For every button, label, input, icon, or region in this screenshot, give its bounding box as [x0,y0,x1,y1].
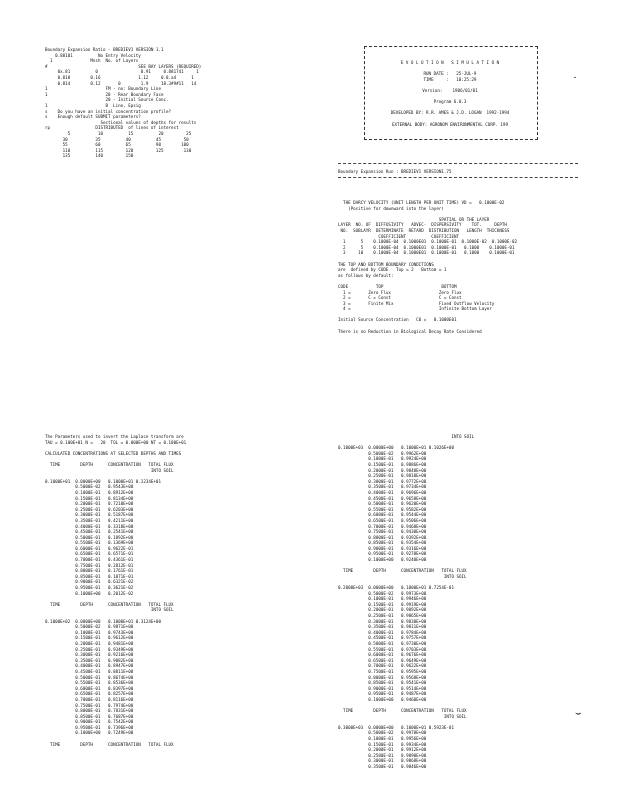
text-line: 0.7500E-01 0.2812E-01 [45,562,134,568]
text-line: 0.7000E-01 0.9622E+00 [338,663,427,669]
text-line: s Do you have an initial concentration profile? [45,108,172,114]
text-line: 110 115 120 125 130 [45,147,192,153]
text-line: INTO SOIL [45,467,174,473]
text-line: TIME : 10:25:29 [423,76,477,82]
text-line: 0.9000E-01 0.6321E-02 [45,579,134,585]
text-line: 3 = Finite Mix Fixed Outflow Velocity [338,300,495,306]
text-line: 0.5000E-02 0.9962E+00 [338,450,427,456]
text-line: 0.6500E-01 0.9506E+00 [338,517,427,523]
text-line: 0.5500E-01 0.8536E+00 [45,680,134,686]
text-line: 0.6000E-01 0.9676E+00 [338,652,427,658]
parameters-block [338,200,517,334]
text-line: 0.4000E-01 0.3318E+00 [45,523,134,529]
text-line: 0.1000E+00 0.2012E-02 [45,590,134,596]
text-line: 0.3500E-01 0.9846E+00 [338,764,427,770]
text-line: 4 = Infinite Bottom Layer [338,306,492,312]
text-line: 0.6500E-01 0.8257E+00 [45,691,134,697]
text-line: 1 5 0.1000E-04 0.1000E01 0.1000E-01 0.1000E-02 0.1000E-02 [338,239,517,245]
scan-mark: ⌣ [575,708,582,719]
text-line: 0.4500E-01 0.9757E+00 [338,635,427,641]
text-line: 0.5000E-01 0.9730E+00 [338,640,427,646]
text-line: Boundary Expansion Ratio - BREDIEV1 VERSION 1.1 [45,47,164,52]
text-line: CALCULATED CONCENTRATIONS AT SELECTED DEPTHS AND TIMES [45,450,182,456]
text-line: 0.3500E-01 0.9811E+00 [338,624,427,630]
text-line: 0.818 0.16 1.12 0.8.a4 1 [45,74,194,80]
text-line: EXTERNAL BODY: AGRONOM ENVIRONMENTAL CORP. 199 [392,121,508,127]
text-line: 0.4500E-01 0.8811E+00 [45,668,134,674]
text-line: 0.6000E-01 0.9544E+00 [338,512,427,518]
text-line: 0.3000E+03 0.0000E+00 0.1000E+01 0.5923E-01 [338,724,454,730]
program-title-text [370,60,530,127]
section-divider [338,163,578,164]
text-line: INTO SOIL [338,573,467,579]
text-line: 0.1000E-01 0.9946E+00 [338,596,427,602]
text-line: 0.2000E-01 0.9848E+00 [338,467,427,473]
text-line: NO. SUBLAYR DETERMINATE RETARD DISTRIBUTION LENGTH THICKNESS [338,227,510,233]
text-line: 0.88101 No Entry Velocity [45,52,141,58]
text-line: TIME DEPTH CONCENTRATION TOTAL FLUX [45,461,174,467]
text-line: 0.8000E-01 0.1761E-01 [45,568,134,574]
text-line: 0.5000E-02 0.9973E+00 [338,590,427,596]
text-line: 0.6000E-01 0.8397E+00 [45,685,134,691]
text-line: as follows by default: [338,272,394,278]
text-line: 0.3000E-01 0.9868E+00 [338,758,427,764]
text-line: 0.1500E-01 0.9934E+00 [338,741,427,747]
text-line: 1 = Zero Flux Zero Flux [338,289,462,295]
text-line: 0.5000E-01 0.8674E+00 [45,674,134,680]
text-line: RUN DATE : 25-JUL-9 [423,71,477,77]
text-line: rp DISTRIBUTED of lines of interest [45,125,179,131]
text-line: 0.7000E-01 0.4361E-01 [45,557,134,563]
text-line: INTO SOIL [338,434,475,439]
text-line: 0.5000E-01 0.9620E+00 [338,501,427,507]
text-line: 0.2000E-01 0.9481E+00 [45,640,134,646]
text-line: 0.3000E-01 0.9838E+00 [338,618,427,624]
text-line: 0.5500E-01 0.9703E+00 [338,646,427,652]
text-line: 0.2000E-01 0.7210E+00 [45,501,134,507]
text-line: 0.1000E-01 0.9956E+00 [338,736,427,742]
text-line: # SEE BAY LAYERS (REQUIRED) [45,63,202,69]
text-line: 0.5000E-02 0.9978E+00 [338,730,427,736]
text-line: 0x.81 0 0.91 0.881741 1 [45,69,199,75]
text-line: 0.2000E-01 0.9892E+00 [338,607,427,613]
text-line: 0.5000E-01 0.1892E+00 [45,534,134,540]
text-line: 0.9000E-01 0.9316E+00 [338,545,427,551]
text-line: 0.8500E-01 0.9541E+00 [338,680,427,686]
text-line: 0.2500E-01 0.9865E+00 [338,613,427,618]
text-line: 0.8500E-01 0.7687E+00 [45,713,134,719]
text-line: s Enough default SUBMIT parameters? [45,114,141,120]
text-line: 0.4000E-01 0.9696E+00 [338,489,427,495]
text-line: DEVELOPED BY: R.R. AMES & J.D. LOGAN 1992-1994 [390,110,510,116]
text-line: 0.3000E-01 0.9772E+00 [338,478,427,484]
results-block-left [45,434,186,747]
text-line: 30 35 40 45 50 [45,136,189,142]
text-line: Initial Source Concentration C0 = 0.1000E01 [338,317,457,323]
text-line: 0.2000E-01 0.9912E+00 [338,747,427,753]
scan-mark: ˗ [572,72,579,83]
text-line: 0.9500E-01 0.9278E+00 [338,551,427,557]
text-line: COEFFICIENT COEFFICIENT [338,233,460,239]
text-line: THE TOP AND BOTTOM BOUNDARY CONDITIONS [338,261,434,267]
text-line: 0.1000E+02 0.0000E+00 0.1000E+01 0.3124E+00 [45,618,161,624]
text-line: TIME DEPTH CONCENTRATION TOTAL FLUX [338,568,467,574]
text-line: 0.2000E+03 0.0000E+00 0.1000E+01 0.7254E-01 [338,585,454,591]
text-line: 0.4500E-01 0.2541E+00 [45,529,134,535]
text-line: 0.2500E-01 0.9890E+00 [338,752,427,758]
text-line: 0.9500E-01 0.7396E+00 [45,724,134,730]
text-line: E V O L U T I O N S I M U L A T I O N [400,60,500,65]
text-line: 2 = C = Const C = Const [338,295,462,301]
text-line: 0.5500E-01 0.1369E+00 [45,540,134,546]
text-line: 0.1000E-01 0.8912E+00 [45,489,134,495]
text-line: 0.5500E-01 0.9582E+00 [338,506,427,512]
text-line: 0.1500E-01 0.9919E+00 [338,601,427,607]
text-line: 0.7500E-01 0.9595E+00 [338,668,427,674]
text-line: 55 60 65 90 100 [45,142,189,148]
text-line: 1 20 - Rear Boundary Face [45,91,164,97]
text-line: 0.4000E-01 0.9784E+00 [338,629,427,635]
text-line: 0.2500E-01 0.6203E+00 [45,506,134,512]
run-header: Boundary Expansion Run : BREDIEV1 VERSION1.75 [338,169,452,174]
text-line: 0.1000E+01 0.0000E+00 0.1000E+01 0.1234E+01 [45,478,161,484]
text-line: Sectional values of depths for results [45,119,197,125]
results-block-right [338,434,474,770]
text-line: TIME DEPTH CONCENTRATION TOTAL FLUX [338,708,467,714]
text-line: 0.8500E-01 0.1071E-01 [45,573,134,579]
text-line: 0.1500E-01 0.8134E+00 [45,495,134,501]
text-line: LAYER NO. OF DIFFUSIVITY ADVEC- DISPERSIVITY TOT. DEPTH [338,222,507,228]
text-line: 0.1500E-01 0.9886E+00 [338,461,427,467]
text-line: 0.6500E-01 0.6571E-01 [45,551,134,557]
text-line: INTO SOIL [338,713,467,719]
text-line: 1 FM - no: Boundary Line [45,86,161,92]
text-line: 0.9500E-01 0.3621E-02 [45,585,134,591]
text-line: 0.3000E-01 0.5187E+00 [45,512,134,518]
text-line: Program 6.0.3 [433,99,467,105]
text-line: 0.8000E-01 0.9568E+00 [338,674,427,680]
text-line: INTO SOIL [45,607,174,613]
text-line: 0.3000E-01 0.9216E+00 [45,652,134,658]
text-line: 3 10 0.1000E-04 0.1000E01 0.1000E-01 0.1000 0.1000E-01 [338,250,515,256]
text-line: TIME DEPTH CONCENTRATION TOTAL FLUX [45,601,174,607]
text-line: 0.7500E-01 0.9430E+00 [338,529,427,535]
text-line: 0.814 0.12 0 1.9 18.3#9#11 14 [45,80,197,86]
text-line: 0.1000E+00 0.9460E+00 [338,696,427,702]
text-line: 0.8500E-01 0.9354E+00 [338,540,427,546]
text-line: THE DARCY VELOCITY (UNIT LENGTH PER UNIT TIME) VD = 0.1000E-02 [338,200,505,205]
text-line: 1 Mnsh No. of Layers [45,58,139,64]
text-line: TIME DEPTH CONCENTRATION TOTAL FLUX [45,741,174,747]
text-line: 0.7000E-01 0.9468E+00 [338,523,427,529]
text-line: 0.3500E-01 0.9082E+00 [45,657,134,663]
text-line: Version: 1986/01/01 [422,87,478,93]
text-line: 5 10 15 20 25 [45,130,192,136]
text-line: The Parameters used to invert the Laplace transform are [45,434,184,439]
text-line: 0.1000E-01 0.9924E+00 [338,456,427,462]
text-line: 0.5000E-02 0.9543E+00 [45,484,134,490]
text-line: (Positive for downward into the layer) [338,205,444,211]
text-line: 0.4000E-01 0.8947E+00 [45,663,134,669]
text-line: There is no Reduction in Biological Decay Rate Considered [338,328,482,334]
text-line: 0.2500E-01 0.9349E+00 [45,646,134,652]
text-line: SPATIAL OR THE LAYER [338,216,490,222]
text-line: 0.4500E-01 0.9658E+00 [338,495,427,501]
text-line: 0.1000E+00 0.9240E+00 [338,557,427,563]
text-line: 0.8000E-01 0.7831E+00 [45,708,134,714]
text-line: 135 140 150 [45,153,134,159]
text-line: 0.7500E-01 0.7974E+00 [45,702,134,708]
text-line: 0.7000E-01 0.8116E+00 [45,696,134,702]
input-echo-block [45,47,201,159]
text-line: 0.6500E-01 0.9649E+00 [338,657,427,663]
text-line: 0.1500E-01 0.9612E+00 [45,635,134,641]
text-line: 0.3500E-01 0.9734E+00 [338,484,427,490]
text-line: 0.9000E-01 0.9514E+00 [338,685,427,691]
text-line: 0.5000E-02 0.9871E+00 [45,624,134,630]
section-divider [338,177,578,178]
text-line: 0.1000E+00 0.7249E+00 [45,730,134,736]
text-line: CODE TOP BOTTOM [338,283,457,289]
text-line: 0.1000E-01 0.9743E+00 [45,629,134,635]
text-line: 0.8000E-01 0.9392E+00 [338,534,427,540]
text-line: TAU = 0.100E+01 N = 20 TOL = 0.000E+00 NT = 0.100E+01 [45,439,187,445]
text-line: 2 5 0.1000E-04 0.1000E01 0.1000E-01 0.1000 0.1000E-01 [338,244,515,250]
text-line: 1 B Line, Epsig [45,102,141,108]
text-line: 20 - Initial Source Conc. [45,97,169,103]
text-line: 0.2500E-01 0.9810E+00 [338,473,427,479]
text-line: 0.9500E-01 0.9487E+00 [338,691,427,697]
text-line: are defined by CODE Top = 2 Bottom = 1 [338,267,447,273]
text-line: 0.9000E-01 0.7542E+00 [45,719,134,725]
text-line: 0.3500E-01 0.4211E+00 [45,517,134,523]
text-line: 0.6000E-01 0.9622E-01 [45,545,134,551]
text-line: 0.1000E+03 0.0000E+00 0.1000E+01 0.1026E+00 [338,445,454,451]
